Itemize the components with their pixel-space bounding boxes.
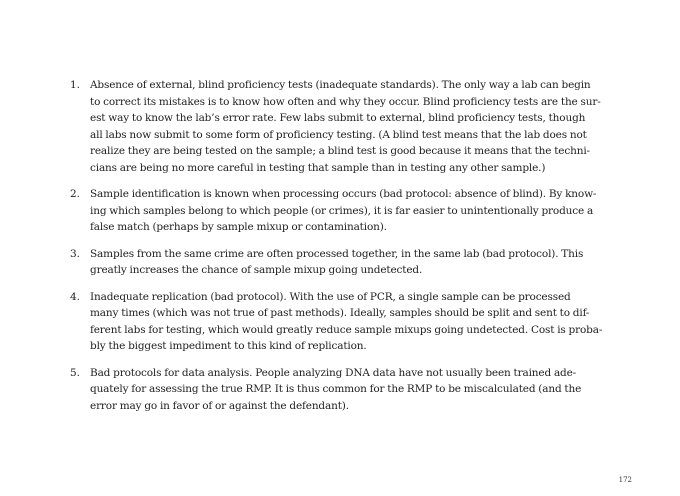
text-line: false match (perhaps by sample mixup or contamination). bbox=[90, 221, 387, 233]
list-item bbox=[70, 365, 610, 415]
list-item bbox=[70, 289, 610, 355]
item-text bbox=[90, 77, 610, 176]
item-number: 4. bbox=[70, 290, 81, 303]
list-item bbox=[70, 246, 610, 279]
numbered-list bbox=[70, 77, 610, 424]
text-line: greatly increases the chance of sample mixup going undetected. bbox=[90, 264, 423, 276]
text-line: error may go in favor of or against the defendant). bbox=[90, 399, 349, 412]
text-line: to correct its mistakes is to know how often and why they occur. Blind proficiency tests are the sur- bbox=[90, 95, 601, 108]
item-number: 5. bbox=[70, 366, 81, 379]
text-line: Samples from the same crime are often processed together, in the same lab (bad protocol). This bbox=[90, 247, 584, 260]
text-line: Sample identification is known when processing occurs (bad protocol: absence of blind). By know- bbox=[90, 188, 597, 200]
text-line: Absence of external, blind proficiency tests (inadequate standards). The only way a lab can begin bbox=[90, 79, 591, 91]
item-text bbox=[90, 365, 610, 415]
page-number: 172 bbox=[618, 476, 632, 484]
text-line: Inadequate replication (bad protocol). With the use of PCR, a single sample can be processed bbox=[90, 290, 571, 303]
text-line: realize they are being tested on the sample; a blind test is good because it means that the techni- bbox=[90, 145, 590, 157]
text-line: bly the biggest impediment to this kind of replication. bbox=[90, 340, 367, 352]
item-number: 3. bbox=[70, 247, 81, 260]
text-line: ferent labs for testing, which would greatly reduce sample mixups going undetected. Cost is proba- bbox=[90, 323, 603, 336]
item-number: 1. bbox=[70, 79, 81, 91]
text-line: est way to know the lab’s error rate. Few labs submit to external, blind proficiency tests, though bbox=[90, 112, 586, 124]
text-line: Bad protocols for data analysis. People analyzing DNA data have not usually been trained ade- bbox=[90, 366, 577, 379]
text-line: many times (which was not true of past methods). Ideally, samples should be split and sent to dif- bbox=[90, 307, 590, 319]
text-line: all labs now submit to some form of proficiency testing. (A blind test means that the lab does not bbox=[90, 128, 587, 141]
item-text bbox=[90, 289, 610, 355]
text-line: cians are being no more careful in testing that sample than in testing any other sample.) bbox=[90, 161, 546, 174]
list-item bbox=[70, 186, 610, 236]
list-item bbox=[70, 77, 610, 176]
item-text bbox=[90, 246, 610, 279]
item-number: 2. bbox=[70, 188, 81, 200]
text-line: ing which samples belong to which people (or crimes), it is far easier to unintentionally produce a bbox=[90, 204, 594, 217]
item-text bbox=[90, 186, 610, 236]
text-line: quately for assessing the true RMP. It is thus common for the RMP to be miscalculated (and the bbox=[90, 383, 582, 395]
